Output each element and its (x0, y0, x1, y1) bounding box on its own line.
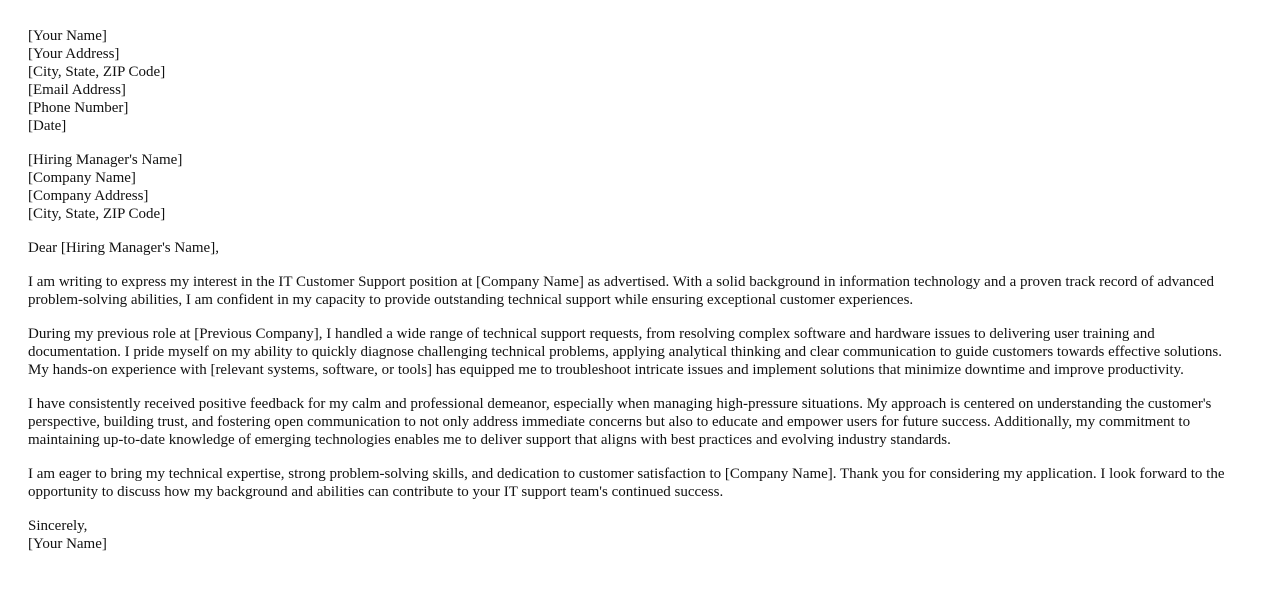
recipient-company-address: [Company Address] (28, 188, 149, 204)
letter-date: [Date] (28, 118, 67, 134)
salutation: Dear [Hiring Manager's Name], (28, 240, 219, 256)
signature-name: [Your Name] (28, 536, 107, 552)
sender-address: [Your Address] (28, 46, 120, 62)
recipient-company-name: [Company Name] (28, 170, 136, 186)
recipient-address-block (28, 151, 1250, 223)
sender-phone: [Phone Number] (28, 100, 129, 116)
body-paragraph-experience: During my previous role at [Previous Company], I handled a wide range of technical support requests, from resolving complex software and hardware issues to delivering user training and documentation. I pride myself on my ability to quickly diagnose challenging technical problems, applying analytical thinking and clear communication to guide customers towards effective solutions. My hands-on experience with [relevant systems, software, or tools] has equipped me to troubleshoot intricate issues and implement solutions that minimize downtime and improve productivity. (28, 326, 1223, 378)
sender-address-block (28, 27, 1250, 135)
body-paragraph-conclusion: I am eager to bring my technical expertise, strong problem-solving skills, and dedication to customer satisfaction to [Company Name]. Thank you for considering my application. I look forward to the opportunity to discuss how my background and abilities can contribute to your IT support team's continued success. (28, 466, 1225, 500)
sender-name: [Your Name] (28, 28, 107, 44)
sender-email: [Email Address] (28, 82, 126, 98)
valediction: Sincerely, (28, 518, 88, 534)
recipient-city-state-zip: [City, State, ZIP Code] (28, 206, 166, 222)
sender-city-state-zip: [City, State, ZIP Code] (28, 64, 166, 80)
body-paragraph-intro: I am writing to express my interest in the IT Customer Support position at [Company Name] as advertised. With a solid background in information technology and a proven track record of advanced problem-solving abilities, I am confident in my capacity to provide outstanding technical support while ensuring exceptional customer experiences. (28, 274, 1215, 308)
body-paragraph-qualities: I have consistently received positive feedback for my calm and professional demeanor, especially when managing high-pressure situations. My approach is centered on understanding the customer's perspective, building trust, and fostering open communication to not only address immediate concerns but also to educate and empower users for future success. Additionally, my commitment to maintaining up-to-date knowledge of emerging technologies enables me to deliver support that aligns with best practices and evolving industry standards. (28, 396, 1212, 448)
recipient-manager-name: [Hiring Manager's Name] (28, 152, 183, 168)
closing-block (28, 517, 1250, 553)
